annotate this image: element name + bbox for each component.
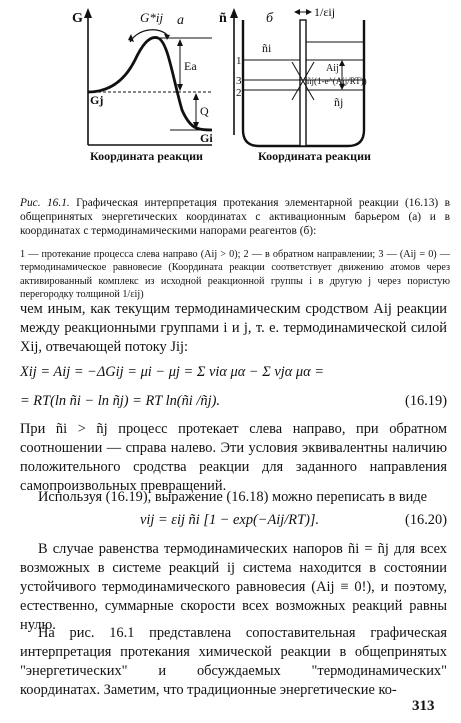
- panel-a-letter: а: [177, 13, 184, 28]
- right-level-label: Gi: [200, 131, 213, 145]
- membrane-thickness-label: 1/εij: [314, 5, 336, 19]
- level-mark-3: 3: [236, 75, 242, 87]
- level-mark-1: 1: [236, 55, 242, 67]
- heat-label: Q: [200, 104, 209, 118]
- equation-16-20-number: (16.20): [405, 512, 447, 528]
- equation-16-19-text: = RT(ln ñi − ln ñj) = RT ln(ñi /ñj).: [20, 393, 220, 409]
- equation-16-19-number: (16.19): [405, 393, 447, 409]
- figure-legend: 1 — протекание процесса слева направо (Aij > 0); 2 — в обратном направлении; 3 — (Aij = 0) — термодинамическое равновесие (Координата реакции соответствует движению атомов через активированный комплекс из исходной реакционной группы i в другую j через пористую перегородку толщиной 1/εij): [20, 249, 450, 301]
- figure-16-1: [0, 0, 461, 190]
- caption-prefix: Рис. 16.1.: [20, 197, 70, 209]
- figure-caption: [20, 196, 450, 239]
- porous-membrane: [300, 20, 306, 146]
- panel-b-letter: б: [266, 11, 274, 26]
- reaction-energy-curve: [88, 37, 212, 130]
- equation-16-20: [20, 512, 447, 529]
- right-head-label: ñj: [334, 95, 344, 109]
- panel-b-x-axis-label: Координата реакции: [258, 149, 371, 163]
- peak-label: G*ij: [140, 10, 164, 25]
- affinity-label: Aij: [326, 63, 339, 74]
- level-mark-2: 2: [236, 87, 242, 99]
- paragraph-1: чем иным, как текущим термодинамическим сродством Aij реакции между реакционными группами i и j, т. е. термодинамической силой Xij, отвечающей потоку Jij:: [20, 301, 447, 355]
- left-head-label: ñi: [262, 41, 272, 55]
- panel-a-x-axis-label: Координата реакции: [90, 149, 203, 163]
- paragraph-2: При ñi > ñj процесс протекает слева направо, при обратном соотношении — справа налево. Эти условия эквивалентны наличию положительного сродства реакции для заданного направления самопроизвольных превращений.: [20, 421, 447, 494]
- left-level-label: Gj: [90, 93, 104, 107]
- panel-a-y-axis-label: G: [72, 11, 83, 26]
- page-number: 313: [412, 698, 435, 714]
- panel-a-energy-diagram: [84, 8, 212, 145]
- equation-16-19-line1: Xij = Aij = −ΔGij = μi − μj = Σ νiα μα − Σ νjα μα =: [20, 364, 324, 380]
- paragraph-4: В случае равенства термодинамических напоров ñi = ñj для всех возможных в системе реакций ij система находится в состоянии устойчивого термодинамического равновесия (Aij ≡ 0!), и поэтому, естественно, суммарные скорости всех возможных реакций равны нулю.: [20, 541, 447, 633]
- caption-text: Графическая интерпретация протекания элементарной реакции (16.13) в общепринятых энергетических координатах с активационным барьером (а) и в координатах с термодинамическими напорами реагентов (б):: [20, 197, 450, 238]
- paragraph-5: На рис. 16.1 представлена сопоставительная графическая интерпретация протекания химической реакции в общепринятых "энергетических" и обсуждаемых "термодинамических" координатах. Заметим, что традиционные энергетические ко-: [20, 625, 447, 698]
- paragraph-3: Используя (16.19), выражение (16.18) можно переписать в виде: [38, 489, 428, 505]
- barrier-label: Ea: [184, 59, 197, 73]
- equation-16-20-text: vij = εij ñi [1 − exp(−Aij/RT)].: [140, 512, 320, 528]
- equation-16-19-line2: [20, 393, 447, 410]
- formula-label: ñj(1-e^(Aij/RT)): [307, 76, 367, 86]
- panel-b-y-axis-label: ñ: [219, 11, 227, 26]
